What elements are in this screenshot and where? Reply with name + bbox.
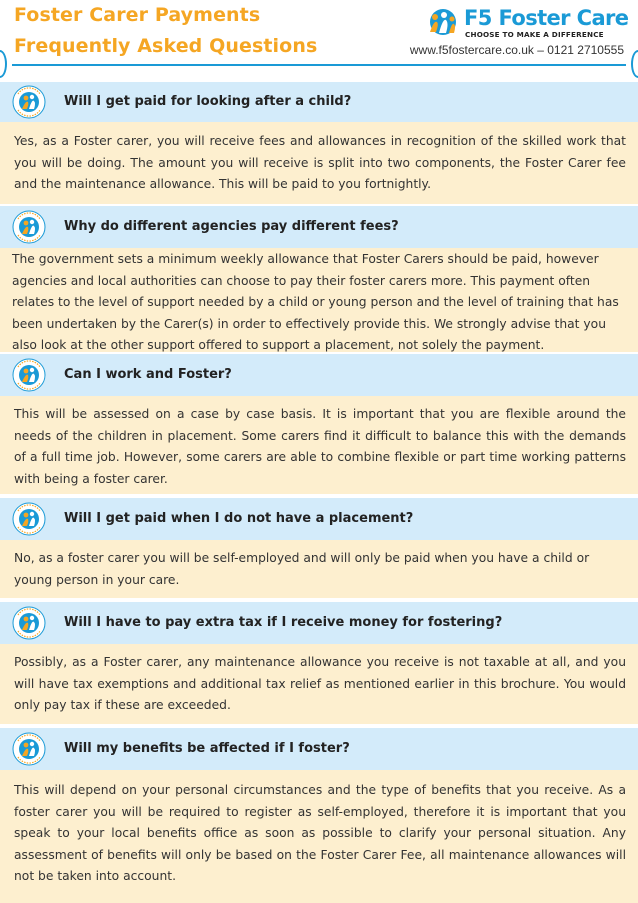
- faq-answer-band: [0, 396, 638, 494]
- divider-cap-right: [631, 50, 638, 78]
- faq-question-band: [0, 82, 638, 122]
- faq-question-band: [0, 728, 638, 770]
- faq-answer: Yes, as a Foster carer, you will receive fees and allowances in recognition of the skilled work that you will be doing. The amount you will receive is split into two components, the Foster Carer fee and the maintenance allowance. This will be paid to you fortnightly.: [14, 134, 626, 191]
- faq-answer-band: [0, 248, 638, 352]
- faq-answer: No, as a foster carer you will be self-employed and will only be paid when you have a child or young person in your care.: [14, 551, 590, 587]
- faq-question-band: [0, 602, 638, 644]
- fostering-badge-icon: [12, 358, 46, 392]
- faq-answer-band: [0, 122, 638, 204]
- faq-answer: This will be assessed on a case by case basis. It is important that you are flexible around the needs of the children in placement. Some carers find it difficult to balance this with the demands of a full time job. However, some carers are able to combine flexible or part time working patterns with being a foster carer.: [14, 407, 626, 486]
- fostering-badge-icon: [12, 606, 46, 640]
- contact-details: www.f5fostercare.co.uk – 0121 2710555: [409, 43, 624, 57]
- fostering-badge-icon: [12, 502, 46, 536]
- faq-question-band: [0, 354, 638, 396]
- faq-answer-band: [0, 770, 638, 903]
- page-title-line-2: Frequently Asked Questions: [14, 35, 318, 57]
- fostering-badge-icon: [12, 210, 46, 244]
- page-title-line-1: Foster Carer Payments: [14, 4, 261, 26]
- faq-question: Will I get paid for looking after a child?: [64, 94, 352, 109]
- brand-name: F5 Foster Care: [464, 6, 629, 30]
- faq-answer: The government sets a minimum weekly allowance that Foster Carers should be paid, however agencies and local authorities can choose to pay their foster carers more. This payment often relates to the level of support needed by a child or young person and the level of training that has been undertaken by the Carer(s) in order to effectively provide this. We strongly advise that you also look at the other support offered to support a placement, not solely the payment.: [12, 252, 619, 352]
- brand-logo: [424, 6, 629, 39]
- family-logo-icon: [424, 7, 462, 37]
- faq-question: Will I get paid when I do not have a placement?: [64, 511, 414, 526]
- faq-question: Why do different agencies pay different fees?: [64, 219, 399, 234]
- faq-question: Can I work and Foster?: [64, 367, 232, 382]
- brand-tagline: CHOOSE TO MAKE A DIFFERENCE: [465, 30, 604, 39]
- page-header: [0, 0, 638, 78]
- faq-answer: Possibly, as a Foster carer, any maintenance allowance you receive is not taxable at all, and you will have tax exemptions and additional tax relief as mentioned earlier in this brochure. You would only pay tax if these are exceeded.: [14, 655, 626, 712]
- faq-question: Will I have to pay extra tax if I receive money for fostering?: [64, 615, 503, 630]
- fostering-badge-icon: [12, 85, 46, 119]
- faq-answer-band: [0, 644, 638, 724]
- fostering-badge-icon: [12, 732, 46, 766]
- faq-question-band: [0, 206, 638, 248]
- header-divider: [12, 64, 626, 66]
- faq-question-band: [0, 498, 638, 540]
- faq-answer-band: [0, 540, 638, 598]
- faq-question: Will my benefits be affected if I foster?: [64, 741, 350, 756]
- faq-answer: This will depend on your personal circumstances and the type of benefits that you receive. As a foster carer you will be required to register as self-employed, therefore it is important that you speak to your local benefits office as soon as possible to clarify your personal situation. Any assessment of benefits will only be based on the Foster Carer Fee, all maintenance allowances will not be taken into account.: [14, 783, 626, 883]
- divider-cap-left: [0, 50, 7, 78]
